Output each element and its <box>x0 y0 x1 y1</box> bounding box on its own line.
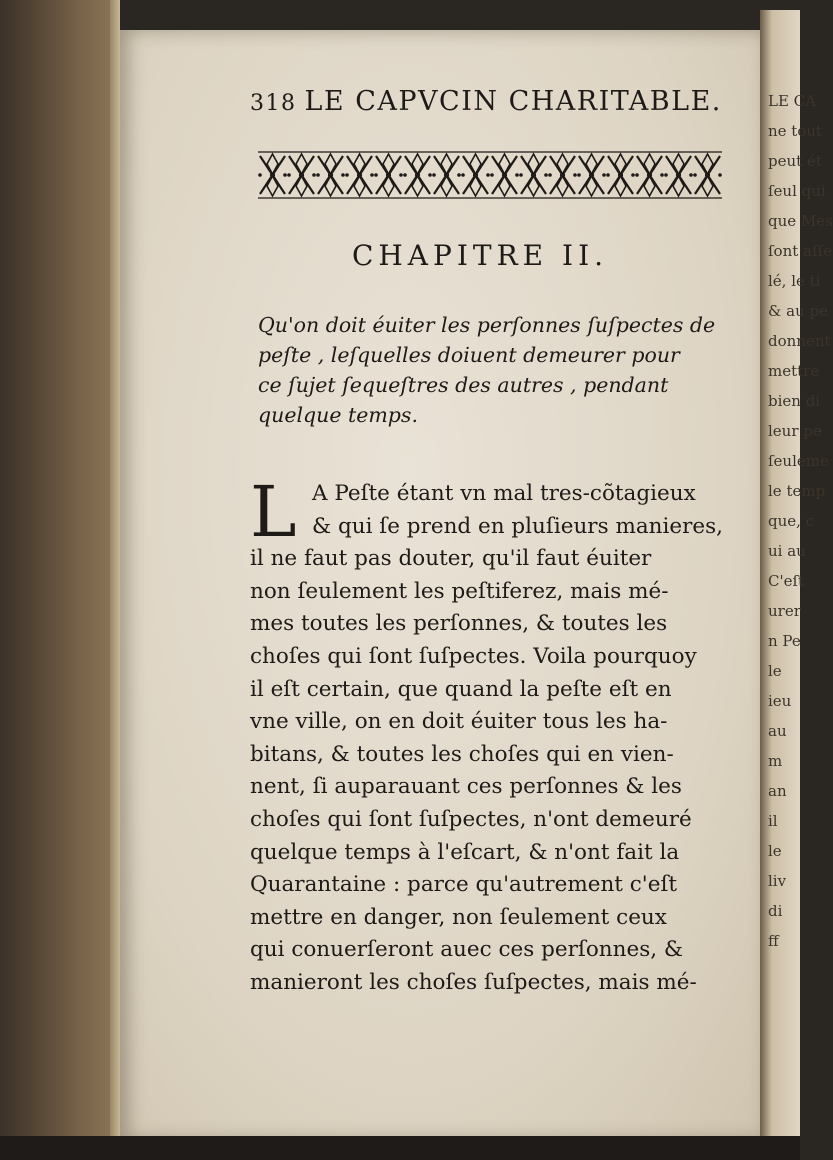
facing-page-line: ieu <box>768 692 792 710</box>
scanner-shadow <box>0 1136 800 1160</box>
body-text <box>250 471 740 1000</box>
facing-page-line: ui au <box>768 542 806 560</box>
body-line: bitans, & toutes les choſes qui en vien- <box>250 741 674 767</box>
facing-page-line: & au pe <box>768 302 828 320</box>
summary-line: Qu'on doit éuiter les perſonnes ſuſpectes de <box>258 313 716 337</box>
summary-line: peſte , leſquelles doiuent demeurer pour <box>258 343 680 367</box>
facing-page-line: m <box>768 752 783 770</box>
running-head <box>250 82 730 122</box>
body-line: nent, ſi auparauant ces perſonnes & les <box>250 774 682 800</box>
facing-page-line: C'eſt <box>768 572 805 590</box>
facing-page-line: il <box>768 812 778 830</box>
facing-page-line: n Pe <box>768 632 801 650</box>
facing-page-line: que Mes <box>768 212 833 230</box>
facing-page-line: an <box>768 782 787 800</box>
facing-page-line: le <box>768 662 782 680</box>
chapter-heading: CHAPITRE II. <box>351 239 609 272</box>
facing-page-line: mettre <box>768 362 820 380</box>
body-line: il ne faut pas douter, qu'il faut éuiter <box>250 546 652 572</box>
body-line: il eſt certain, que quand la peſte eſt en <box>250 676 672 702</box>
facing-page-line: liv <box>768 872 787 890</box>
facing-page-line: urer <box>768 602 801 620</box>
facing-page-line: leur pe <box>768 422 822 440</box>
body-line: vne ville, on en doit éuiter tous les ha- <box>250 709 668 735</box>
summary-line: quelque temps. <box>258 403 418 427</box>
body-line: choſes qui ſont ſuſpectes. Voila pourquoy <box>250 643 697 669</box>
body-line: qui conuerſeront auec ces perſonnes, & <box>250 937 684 963</box>
body-line: A Peſte étant vn mal tres-cõtagieux <box>312 481 696 506</box>
chapter-summary <box>258 310 734 430</box>
facing-page-line: ſont aſſe <box>768 242 832 260</box>
facing-page-line: au <box>768 722 787 740</box>
facing-page-line: le temp <box>768 482 826 500</box>
facing-page-line: di <box>768 902 783 920</box>
drop-cap: L <box>250 471 297 553</box>
facing-page-line: bien di <box>768 392 821 410</box>
facing-page-line: ff <box>768 932 779 950</box>
ornament-band-icon <box>258 150 722 200</box>
summary-line: ce ſujet ſequeſtres des autres , pendant <box>258 373 669 397</box>
gutter-shadow <box>110 0 120 1160</box>
facing-page-text <box>760 10 833 956</box>
facing-page-line: que, c <box>768 512 815 530</box>
facing-page-line: ſeuleme <box>768 452 829 470</box>
body-line: choſes qui ſont ſuſpectes, n'ont demeuré <box>250 806 692 832</box>
body-line: manieront les choſes ſuſpectes, mais mé- <box>250 969 697 995</box>
facing-page-line: donnent <box>768 332 831 350</box>
body-line: mes toutes les perſonnes, & toutes les <box>250 611 668 637</box>
facing-page-line: le <box>768 842 782 860</box>
body-line: Quarantaine : parce qu'autrement c'eſt <box>250 872 678 898</box>
page-number: 318 <box>250 91 297 116</box>
body-line: mettre en danger, non ſeulement ceux <box>250 904 667 930</box>
facing-page-line: ne tout <box>768 122 823 140</box>
facing-page-edge <box>760 10 833 1160</box>
facing-page-line: LE CA <box>768 92 816 110</box>
body-line: & qui ſe prend en pluſieurs manieres, <box>312 513 723 539</box>
body-line: quelque temps à l'eſcart, & n'ont fait la <box>250 839 680 865</box>
running-head-title: LE CAPVCIN CHARITABLE. <box>304 86 722 117</box>
body-line: non ſeulement les peſtiferez, mais mé- <box>250 578 669 604</box>
facing-page-line: lé, le ti <box>768 272 821 290</box>
book-left-edge <box>0 0 120 1160</box>
facing-page-line: ſeul qui <box>768 182 826 200</box>
facing-page-line: peut ét <box>768 152 822 170</box>
